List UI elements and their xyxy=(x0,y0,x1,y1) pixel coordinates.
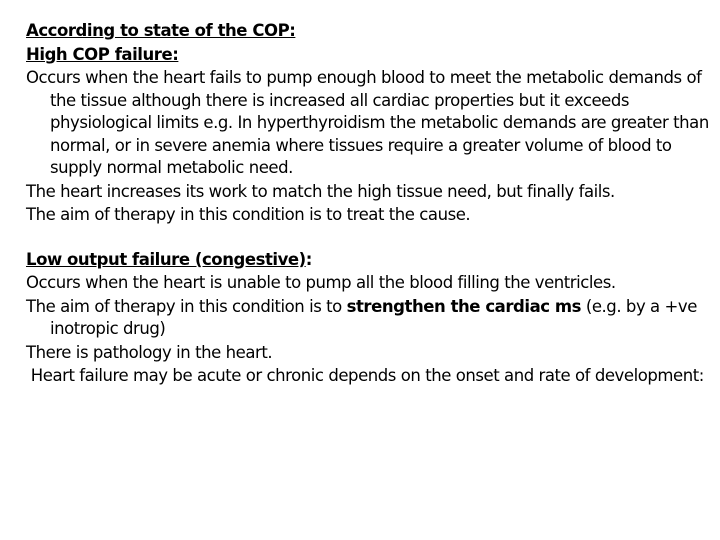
paragraph-low-output-definition: Occurs when the heart is unable to pump all the blood filling the ventricles. xyxy=(26,273,616,292)
therapy-aim-emphasis: strengthen the cardiac ms xyxy=(346,296,582,316)
low-output-heading-colon: : xyxy=(305,249,312,269)
section-heading-cop: According to state of the COP: xyxy=(26,21,296,40)
therapy-aim-text: The aim of therapy in this condition is to xyxy=(26,296,347,316)
paragraph-high-cop-definition: Occurs when the heart fails to pump enough blood to meet the metabolic demands of the tissue although there is increased all cardiac properties but it exceeds physiological limits e.g. In hyperthyroidism the metabolic demands are greater than normal, or in severe anemia where tissues require a greater volume of blood to supply normal metabolic need. xyxy=(26,68,709,177)
therapy-aim-example: (e.g. by a +ve inotropic drug) xyxy=(50,296,697,338)
low-output-heading-text: Low output failure (congestive) xyxy=(26,249,306,269)
subheading-low-output-failure xyxy=(26,249,710,272)
paragraph-pathology: There is pathology in the heart. xyxy=(26,342,273,362)
paragraph-heart-work: The heart increases its work to match the high tissue need, but finally fails. xyxy=(26,181,615,201)
subheading-high-cop-failure: High COP failure: xyxy=(26,44,179,64)
section-divider-space xyxy=(26,228,710,249)
paragraph-therapy-aim-cause: The aim of therapy in this condition is to treat the cause. xyxy=(26,205,471,224)
slide-content xyxy=(26,20,710,389)
paragraph-therapy-aim-strengthen xyxy=(26,296,710,341)
paragraph-acute-chronic: Heart failure may be acute or chronic depends on the onset and rate of development: xyxy=(26,366,704,385)
